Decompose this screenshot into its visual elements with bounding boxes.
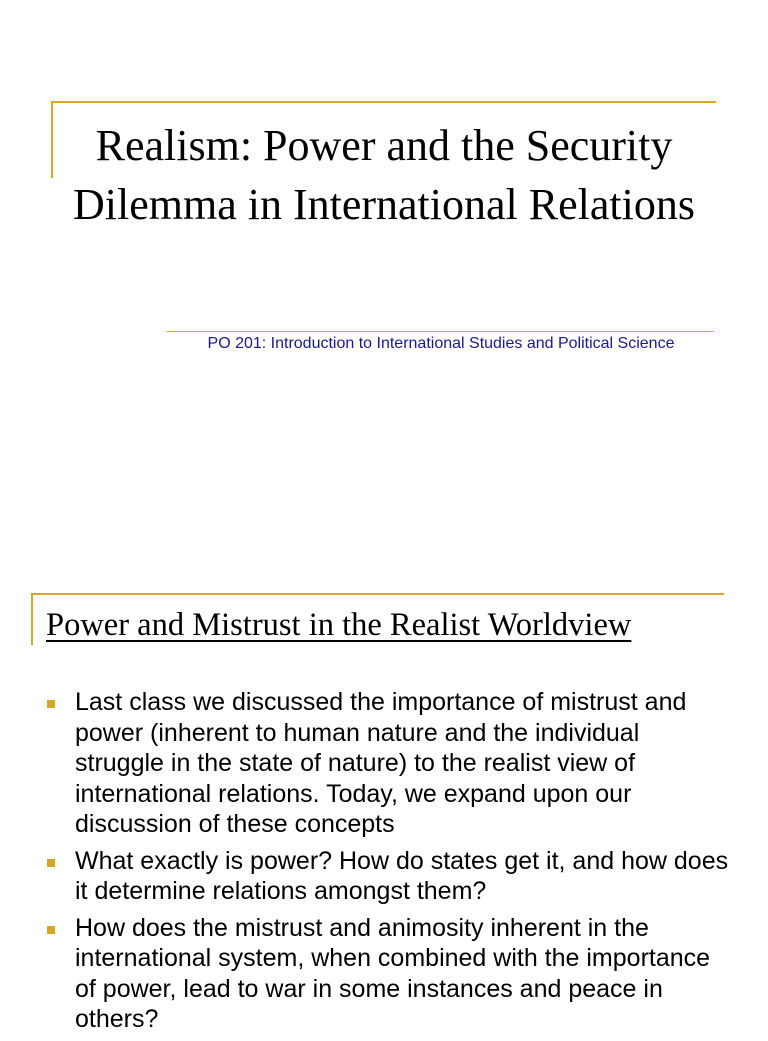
slide-title: Realism: Power and the Security Dilemma in International Relations bbox=[73, 121, 695, 229]
subtitle-rule bbox=[167, 331, 714, 332]
bullet-text: What exactly is power? How do states get it, and how does it determine relations amongst them? bbox=[75, 846, 729, 905]
square-bullet-icon bbox=[47, 700, 55, 708]
square-bullet-icon bbox=[47, 926, 55, 934]
bullet-item bbox=[44, 913, 734, 1035]
bullet-text: How does the mistrust and animosity inherent in the international system, when combined with the importance of power, lead to war in some instances and peace in others? bbox=[75, 913, 711, 1033]
bullet-list bbox=[44, 687, 734, 1041]
bullet-text: Last class we discussed the importance of mistrust and power (inherent to human nature and the individual struggle in the state of nature) to the realist view of international relations. Today, we expand upon our discussion of these concepts bbox=[75, 688, 687, 838]
square-bullet-icon bbox=[47, 859, 55, 867]
heading-top-rule bbox=[31, 593, 724, 595]
heading-left-rule bbox=[31, 593, 33, 645]
slide-heading: Power and Mistrust in the Realist Worldview bbox=[46, 607, 632, 643]
bullet-item bbox=[44, 846, 734, 907]
slide-subtitle: PO 201: Introduction to International Studies and Political Science bbox=[207, 335, 675, 352]
bullet-item bbox=[44, 687, 734, 840]
title-top-rule bbox=[51, 101, 716, 103]
